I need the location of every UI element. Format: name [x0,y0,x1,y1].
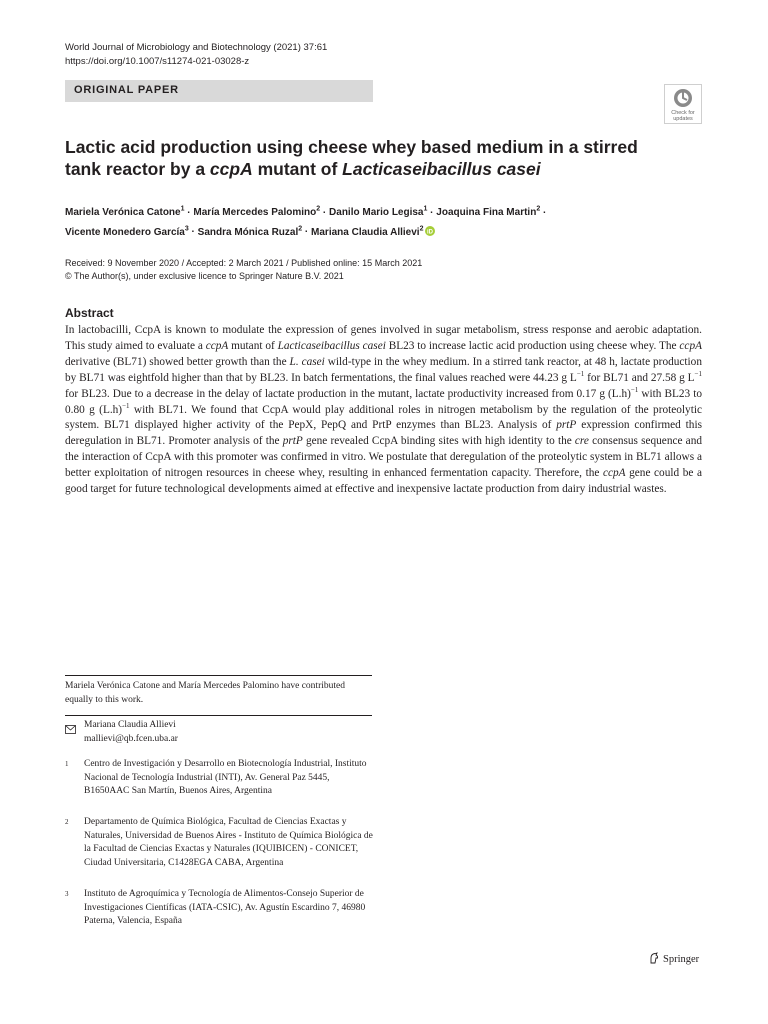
springer-horse-icon [648,952,660,964]
footnote-divider [65,715,372,716]
contact-name: Mariana Claudia Allievi [84,720,176,730]
abstract-body: In lactobacilli, CcpA is known to modulate the expression of genes involved in sugar metabolism, stress response and aerobic adaptation. This study aimed to evaluate a ccpA mutant of Lacticaseibacillus casei BL23 to increase lactic acid production using cheese whey. The ccpA derivative (BL71) showed better growth than the L. casei wild-type in the whey medium. In a stirred tank reactor, at 48 h, lactate production by BL71 was eightfold higher than that by BL23. In batch fermentations, the final values reached were 44.23 g $L^{-1}$ for BL71 and 27.58 g $L^{-1}$ for BL23. Due to a decrease in the delay of lactate production in the mutant, lactate productivity increased from 0.17 g $(L.h)^{-1}$ with BL23 to 0.80 g $(L.h)^{-1}$ with BL71. We found that CcpA would play additional roles in nitrogen metabolism by the regulation of the proteolytic system. BL71 displayed higher activity of the PepX, PepQ and PrtP enzymes than BL23. Analysis of prtP expression confirmed this deregulation in BL71. Promoter analysis of the prtP gene revealed CcpA binding sites with high identity to the cre consensus sequence and the interaction of CcpA with this promoter was confirmed in vitro. We postulate that deregulation of the proteolytic system in BL71 allows a better exploitation of nitrogen resources in cheese whey, resulting in enhanced fermentation capacity. Therefore, the ccpA gene could be a good target for future technological developments aimed at effective and inexpensive lactate production from dairy industrial wastes. [65,324,702,496]
title-gene: ccpA [209,159,253,179]
title-species: Lacticaseibacillus casei [342,159,541,179]
publication-history [65,257,422,283]
author[interactable]: María Mercedes Palomino$^2$ [193,206,321,219]
author[interactable]: Danilo Mario Legisa$^1$ [329,206,428,219]
article-title [65,136,665,180]
equal-contribution-note: Mariela Verónica Catone and María Mercedes Palomino have contributed equally to this work. [65,681,345,705]
check-updates-line2: updates [673,116,693,122]
journal-line: World Journal of Microbiology and Biotechnology (2021) 37:61 [65,42,328,53]
article-type-label: ORIGINAL PAPER [74,84,179,96]
affiliation-mark: 1 [65,760,69,768]
check-for-updates-icon [664,84,702,124]
journal-citation [65,41,327,69]
affiliation-text: Instituto de Agroquímica y Tecnología de Alimentos-Consejo Superior de Investigaciones Científicas (IATA-CSIC), Av. Agustín Escardino 7, 46980 Paterna, Valencia, España [84,889,366,926]
affiliation-mark: 2 [65,818,69,826]
dates-line: Received: 9 November 2020 / Accepted: 2 March 2021 / Published online: 15 March 2021 [65,258,423,268]
publisher-logo [648,952,699,965]
contact-email[interactable]: mallievi@qb.fcen.uba.ar [84,733,178,744]
author[interactable]: Vicente Monedero García$^3$ [65,225,189,238]
author[interactable]: Mariana Claudia Allievi$^2$ [311,225,424,238]
author-list: Mariela Verónica Catone$^1$ · María Mercedes Palomino$^2$ · Danilo Mario Legisa$^1$ · Joaquina Fina Martin$^2$ · Vicente Monedero García$^3$ · Sandra Mónica Ruzal$^2$ · Mariana Claudia Allievi$^2$ iD [65,206,547,238]
author[interactable]: Joaquina Fina Martin$^2$ [436,206,541,219]
footnote-divider [65,675,372,676]
check-updates-line1: Check for [671,110,695,116]
check-for-updates-badge[interactable] [664,84,702,124]
affiliation-text: Centro de Investigación y Desarrollo en Biotecnología Industrial, Instituto Nacional de Tecnología Industrial (INTI), Av. General Paz 5445, B1650AAC San Martín, Buenos Aires, Argentina [84,759,367,796]
affiliation-text: Departamento de Química Biológica, Facultad de Ciencias Exactas y Naturales, Universidad de Buenos Aires - Instituto de Química Biológica de la Facultad de Ciencias Exactas y Naturales (IQUIBICEN) - CONICET, Ciudad Universitaria, C1428EGA CABA, Argentina [84,817,373,868]
title-part2: mutant of [252,159,343,179]
publisher-name: Springer [663,954,700,965]
svg-text:iD: iD [426,229,433,236]
author[interactable]: Mariela Verónica Catone$^1$ [65,206,185,219]
doi-link[interactable]: https://doi.org/10.1007/s11274-021-03028-z [65,56,250,67]
affiliation-mark: 3 [65,890,69,898]
abstract-heading: Abstract [65,306,114,320]
copyright-line: © The Author(s), under exclusive licence to Springer Nature B.V. 2021 [65,271,344,281]
orcid-icon[interactable] [425,226,435,236]
corresponding-author [84,719,374,746]
title-part1: Lactic acid production using cheese whey based medium in a stirred tank reactor by a [65,137,638,179]
author[interactable]: Sandra Mónica Ruzal$^2$ [197,225,303,238]
envelope-icon [65,721,76,739]
article-type-banner [65,80,373,102]
